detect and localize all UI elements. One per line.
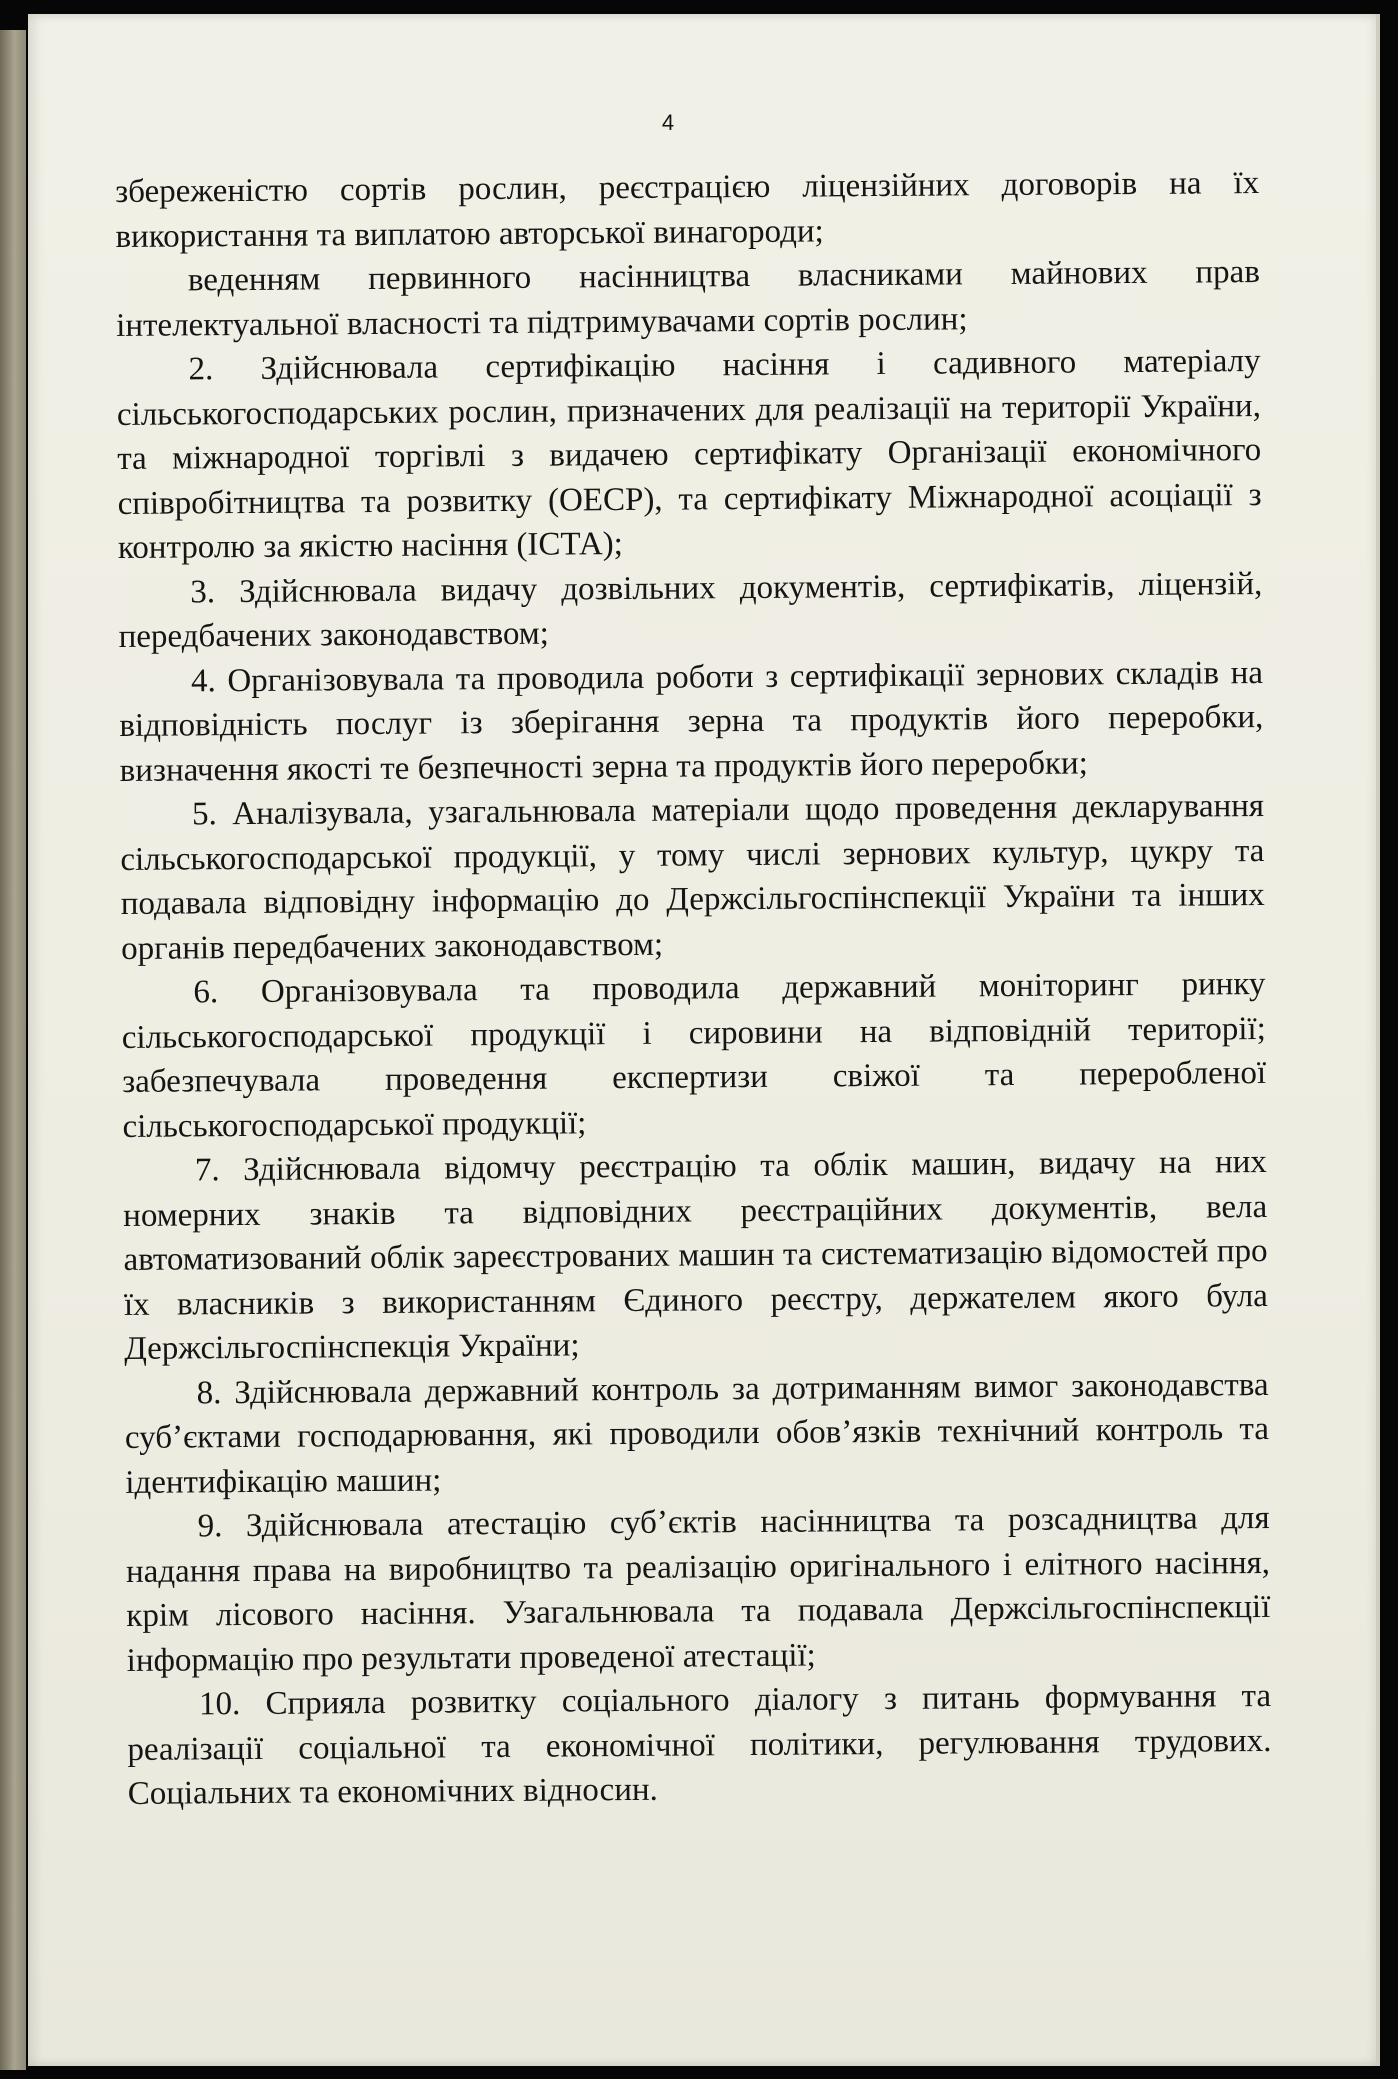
paragraph-item-4: 4. Організовувала та проводила роботи з сертифікації зернових складів на відповідність послуг із зберігання зерна та продуктів його переробки, визначення якості те безпечності зерна та продуктів його переробки;	[119, 654, 1264, 789]
page-right-edge	[1376, 14, 1380, 2066]
paragraph-item-6: 6. Організовувала та проводила державний моніторинг ринку сільськогосподарської продукції і сировини на відповідній території; забезпечувала проведення експертизи свіжої та переробленої сільськогосподарської продукції;	[121, 965, 1267, 1145]
paragraph-item-2: 2. Здійснювала сертифікацію насіння і садивного матеріалу сільськогосподарських рослин, призначених для реалізації на території України, та міжнародної торгівлі з видачею сертифікату Організації економічного співробітництва та розвитку (ОЕСР), та сертифікату Міжнародної асоціації з контролю за якістю насіння (ІСТА);	[116, 343, 1262, 566]
paragraph-item-9: 9. Здійснювала атестацію суб’єктів насінництва та розсадництва для надання права на виробництво та реалізацію оригінального і елітного насіння, крім лісового насіння. Узагальнювала та подавала Держсільгоспінспекції інформацію про результати проведеної атестації;	[125, 1499, 1271, 1679]
body-text	[115, 161, 1272, 1816]
paragraph-item-10: 10. Сприяла розвитку соціального діалогу з питань формування та реалізації соціальної та економічної політики, регулювання трудових. Соціальних та економічних відносин.	[127, 1677, 1272, 1812]
paragraph-item-8: 8. Здійснювала державний контроль за дотриманням вимог законодавства суб’єктами господарювання, які проводили обов’язків технічний контроль та ідентифікацію машин;	[124, 1366, 1270, 1501]
paragraph-item-3: 3. Здійснювала видачу дозвільних документів, сертифікатів, ліцензій, передбачених законодавством;	[118, 565, 1263, 655]
paragraph-item-5: 5. Аналізувала, узагальнювала матеріали щодо проведення декларування сільськогосподарської продукції, у тому числі зернових культур, цукру та подавала відповідну інформацію до Держсільгоспінспекції України та інших органів передбачених законодавством;	[120, 787, 1265, 967]
document-page	[28, 14, 1380, 2066]
page-number: 4	[661, 110, 675, 135]
paragraph-item-7: 7. Здійснювала відомчу реєстрацію та облік машин, видачу на них номерних знаків та відповідних реєстраційних документів, вела автоматизований облік зареєстрованих машин та систематизацію відомостей про їх власників з використанням Єдиного реєстру, держателем якого була Держсільгоспінспекція України;	[123, 1143, 1269, 1367]
paragraph-seed-growing: веденням первинного насінництва власниками майнових прав інтелектуальної власності та підтримувачами сортів рослин;	[116, 254, 1260, 344]
previous-page-edge	[0, 30, 26, 2070]
paragraph-continuation: збереженістю сортів рослин, реєстрацією ліцензійних договорів на їх використання та виплатою авторської винагороди;	[115, 165, 1260, 255]
